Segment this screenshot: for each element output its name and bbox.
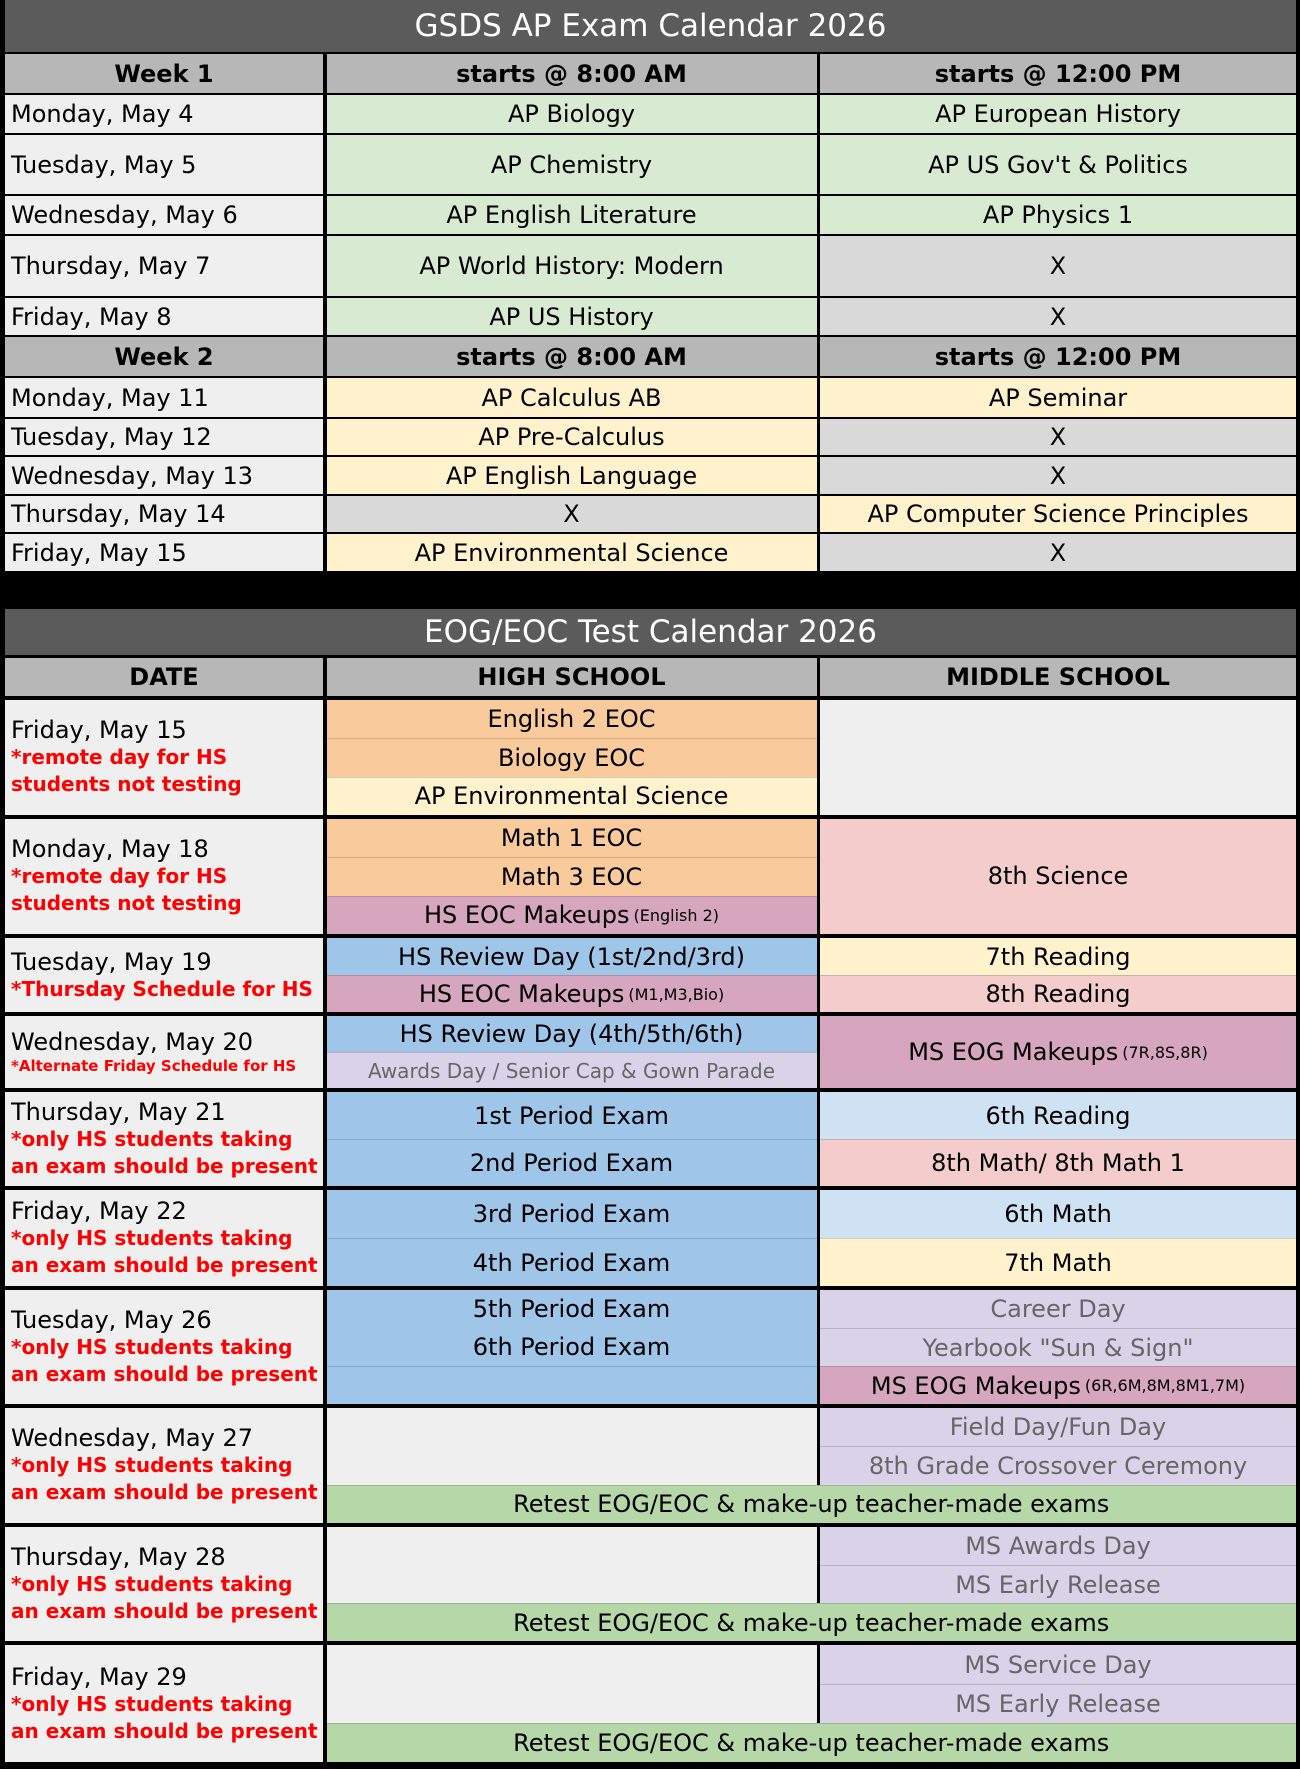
date-cell: Wednesday, May 6 xyxy=(5,196,323,234)
week2-header: Week 2 xyxy=(5,337,323,376)
ms-test: 8th Reading xyxy=(820,975,1296,1012)
schedule-note: *remote day for HS students not testing xyxy=(11,745,242,797)
ms-event: MS Early Release xyxy=(820,1565,1296,1603)
date-cell xyxy=(5,1527,323,1641)
date-label: Monday, May 18 xyxy=(11,835,209,864)
pm-none: X xyxy=(820,236,1296,296)
makeups-detail: (6R,6M,8M,8M1,7M) xyxy=(1084,1376,1246,1395)
date-label: Friday, May 15 xyxy=(11,716,187,745)
schedule-block xyxy=(5,1408,1296,1523)
hs-exam: 4th Period Exam xyxy=(327,1238,817,1286)
am-exam: AP Chemistry xyxy=(327,135,817,194)
ap-exam-table xyxy=(5,54,1296,571)
makeups-label: MS EOG Makeups xyxy=(870,1371,1081,1400)
hs-test: English 2 EOC xyxy=(327,700,817,738)
am-exam: AP Biology xyxy=(327,95,817,133)
schedule-block xyxy=(5,1190,1296,1286)
am-exam: AP English Literature xyxy=(327,196,817,234)
schedule-note: *Alternate Friday Schedule for HS xyxy=(11,1057,297,1075)
am-exam: AP Pre-Calculus xyxy=(327,419,817,455)
hs-exam: 2nd Period Exam xyxy=(327,1139,817,1186)
date-cell: Monday, May 11 xyxy=(5,378,323,417)
date-label: Thursday, May 21 xyxy=(11,1098,226,1126)
schedule-block xyxy=(5,1290,1296,1404)
schedule-note: *remote day for HS students not testing xyxy=(11,864,242,916)
am-header: starts @ 8:00 AM xyxy=(327,337,817,376)
pm-exam: AP Physics 1 xyxy=(820,196,1296,234)
am-exam: AP Calculus AB xyxy=(327,378,817,417)
week1-header: Week 1 xyxy=(5,54,323,93)
makeups-label: HS EOC Makeups xyxy=(418,980,625,1008)
date-header: DATE xyxy=(5,658,323,696)
ms-empty xyxy=(820,700,1296,815)
hs-test: Biology EOC xyxy=(327,738,817,776)
schedule-note: *Thursday Schedule for HS xyxy=(11,976,313,1001)
am-exam: AP US History xyxy=(327,298,817,335)
makeups-label: MS EOG Makeups xyxy=(908,1038,1119,1066)
ms-test: 7th Math xyxy=(820,1238,1296,1286)
schedule-note: *only HS students taking an exam should be present xyxy=(11,1691,318,1743)
pm-exam: AP US Gov't & Politics xyxy=(820,135,1296,194)
am-exam: AP World History: Modern xyxy=(327,236,817,296)
ap-calendar-title: GSDS AP Exam Calendar 2026 xyxy=(5,0,1296,52)
schedule-block xyxy=(5,938,1296,1012)
hs-makeups xyxy=(327,975,817,1012)
date-cell xyxy=(5,1408,323,1523)
ms-event: 8th Grade Crossover Ceremony xyxy=(820,1446,1296,1484)
hs-makeups xyxy=(327,896,817,934)
ms-test: 8th Science xyxy=(820,819,1296,934)
pm-exam: AP European History xyxy=(820,95,1296,133)
date-cell xyxy=(5,938,323,1012)
hs-test: Math 1 EOC xyxy=(327,819,817,857)
hs-review-day: HS Review Day (1st/2nd/3rd) xyxy=(327,938,817,975)
am-exam: AP English Language xyxy=(327,457,817,494)
date-cell: Friday, May 15 xyxy=(5,534,323,571)
date-cell xyxy=(5,1190,323,1286)
pm-none: X xyxy=(820,298,1296,335)
hs-exam: 5th Period Exam xyxy=(327,1290,817,1328)
date-cell: Wednesday, May 13 xyxy=(5,457,323,494)
am-header: starts @ 8:00 AM xyxy=(327,54,817,93)
date-cell: Thursday, May 14 xyxy=(5,496,323,532)
ms-event: MS Awards Day xyxy=(820,1527,1296,1565)
date-cell xyxy=(5,1092,323,1186)
hs-exam: 1st Period Exam xyxy=(327,1092,817,1139)
date-cell xyxy=(5,1645,323,1762)
ms-test: 8th Math/ 8th Math 1 xyxy=(820,1139,1296,1186)
ms-makeups xyxy=(820,1016,1296,1088)
schedule-note: *only HS students taking an exam should be present xyxy=(11,1226,318,1277)
makeups-detail: (M1,M3,Bio) xyxy=(628,984,725,1004)
date-label: Tuesday, May 26 xyxy=(11,1306,212,1334)
ms-event: Career Day xyxy=(820,1290,1296,1328)
eog-calendar-title: EOG/EOC Test Calendar 2026 xyxy=(5,609,1296,655)
pm-exam: AP Seminar xyxy=(820,378,1296,417)
makeups-detail: (7R,8S,8R) xyxy=(1122,1042,1208,1062)
hs-exam: 6th Period Exam xyxy=(327,1328,817,1366)
hs-event: Awards Day / Senior Cap & Gown Parade xyxy=(327,1052,817,1088)
retest-banner: Retest EOG/EOC & make-up teacher-made exams xyxy=(327,1603,1297,1641)
hs-test: Math 3 EOC xyxy=(327,857,817,895)
hs-empty xyxy=(327,1408,817,1485)
date-label: Wednesday, May 27 xyxy=(11,1424,253,1453)
hs-empty xyxy=(327,1366,817,1404)
schedule-block xyxy=(5,1645,1296,1762)
am-none: X xyxy=(327,496,817,532)
pm-none: X xyxy=(820,419,1296,455)
ms-event: Field Day/Fun Day xyxy=(820,1408,1296,1446)
hs-exam: 3rd Period Exam xyxy=(327,1190,817,1238)
date-cell: Friday, May 8 xyxy=(5,298,323,335)
hs-review-day: HS Review Day (4th/5th/6th) xyxy=(327,1016,817,1052)
date-cell xyxy=(5,819,323,934)
schedule-block xyxy=(5,700,1296,815)
eog-schedule xyxy=(5,700,1296,1762)
date-label: Wednesday, May 20 xyxy=(11,1028,253,1056)
high-school-header: HIGH SCHOOL xyxy=(327,658,817,696)
hs-test: AP Environmental Science xyxy=(327,777,817,815)
hs-empty xyxy=(327,1527,817,1603)
pm-exam: AP Computer Science Principles xyxy=(820,496,1296,532)
makeups-label: HS EOC Makeups xyxy=(423,901,630,930)
retest-banner: Retest EOG/EOC & make-up teacher-made exams xyxy=(327,1485,1297,1523)
schedule-block xyxy=(5,1527,1296,1641)
schedule-note: *only HS students taking an exam should be present xyxy=(11,1335,318,1386)
date-cell: Tuesday, May 5 xyxy=(5,135,323,194)
am-exam: AP Environmental Science xyxy=(327,534,817,571)
ms-test: 6th Reading xyxy=(820,1092,1296,1139)
schedule-block xyxy=(5,1016,1296,1088)
date-label: Tuesday, May 19 xyxy=(11,947,212,976)
pm-none: X xyxy=(820,457,1296,494)
date-label: Friday, May 29 xyxy=(11,1662,187,1691)
ms-makeups xyxy=(820,1366,1296,1404)
date-cell: Monday, May 4 xyxy=(5,95,323,133)
date-cell xyxy=(5,700,323,815)
schedule-block xyxy=(5,819,1296,934)
schedule-note: *only HS students taking an exam should be present xyxy=(11,1127,318,1178)
schedule-note: *only HS students taking an exam should be present xyxy=(11,1453,318,1505)
ms-event: MS Early Release xyxy=(820,1684,1296,1723)
date-cell xyxy=(5,1016,323,1088)
pm-header: starts @ 12:00 PM xyxy=(820,337,1296,376)
retest-banner: Retest EOG/EOC & make-up teacher-made exams xyxy=(327,1723,1297,1762)
pm-header: starts @ 12:00 PM xyxy=(820,54,1296,93)
schedule-note: *only HS students taking an exam should be present xyxy=(11,1572,318,1623)
pm-none: X xyxy=(820,534,1296,571)
ms-test: 7th Reading xyxy=(820,938,1296,975)
hs-empty xyxy=(327,1645,817,1723)
date-cell: Tuesday, May 12 xyxy=(5,419,323,455)
date-label: Friday, May 22 xyxy=(11,1197,187,1225)
ms-test: 6th Math xyxy=(820,1190,1296,1238)
date-label: Thursday, May 28 xyxy=(11,1543,226,1571)
makeups-detail: (English 2) xyxy=(633,905,720,925)
schedule-block xyxy=(5,1092,1296,1186)
middle-school-header: MIDDLE SCHOOL xyxy=(820,658,1296,696)
ms-event: Yearbook "Sun & Sign" xyxy=(820,1328,1296,1366)
ms-event: MS Service Day xyxy=(820,1645,1296,1684)
date-cell: Thursday, May 7 xyxy=(5,236,323,296)
date-cell xyxy=(5,1290,323,1404)
